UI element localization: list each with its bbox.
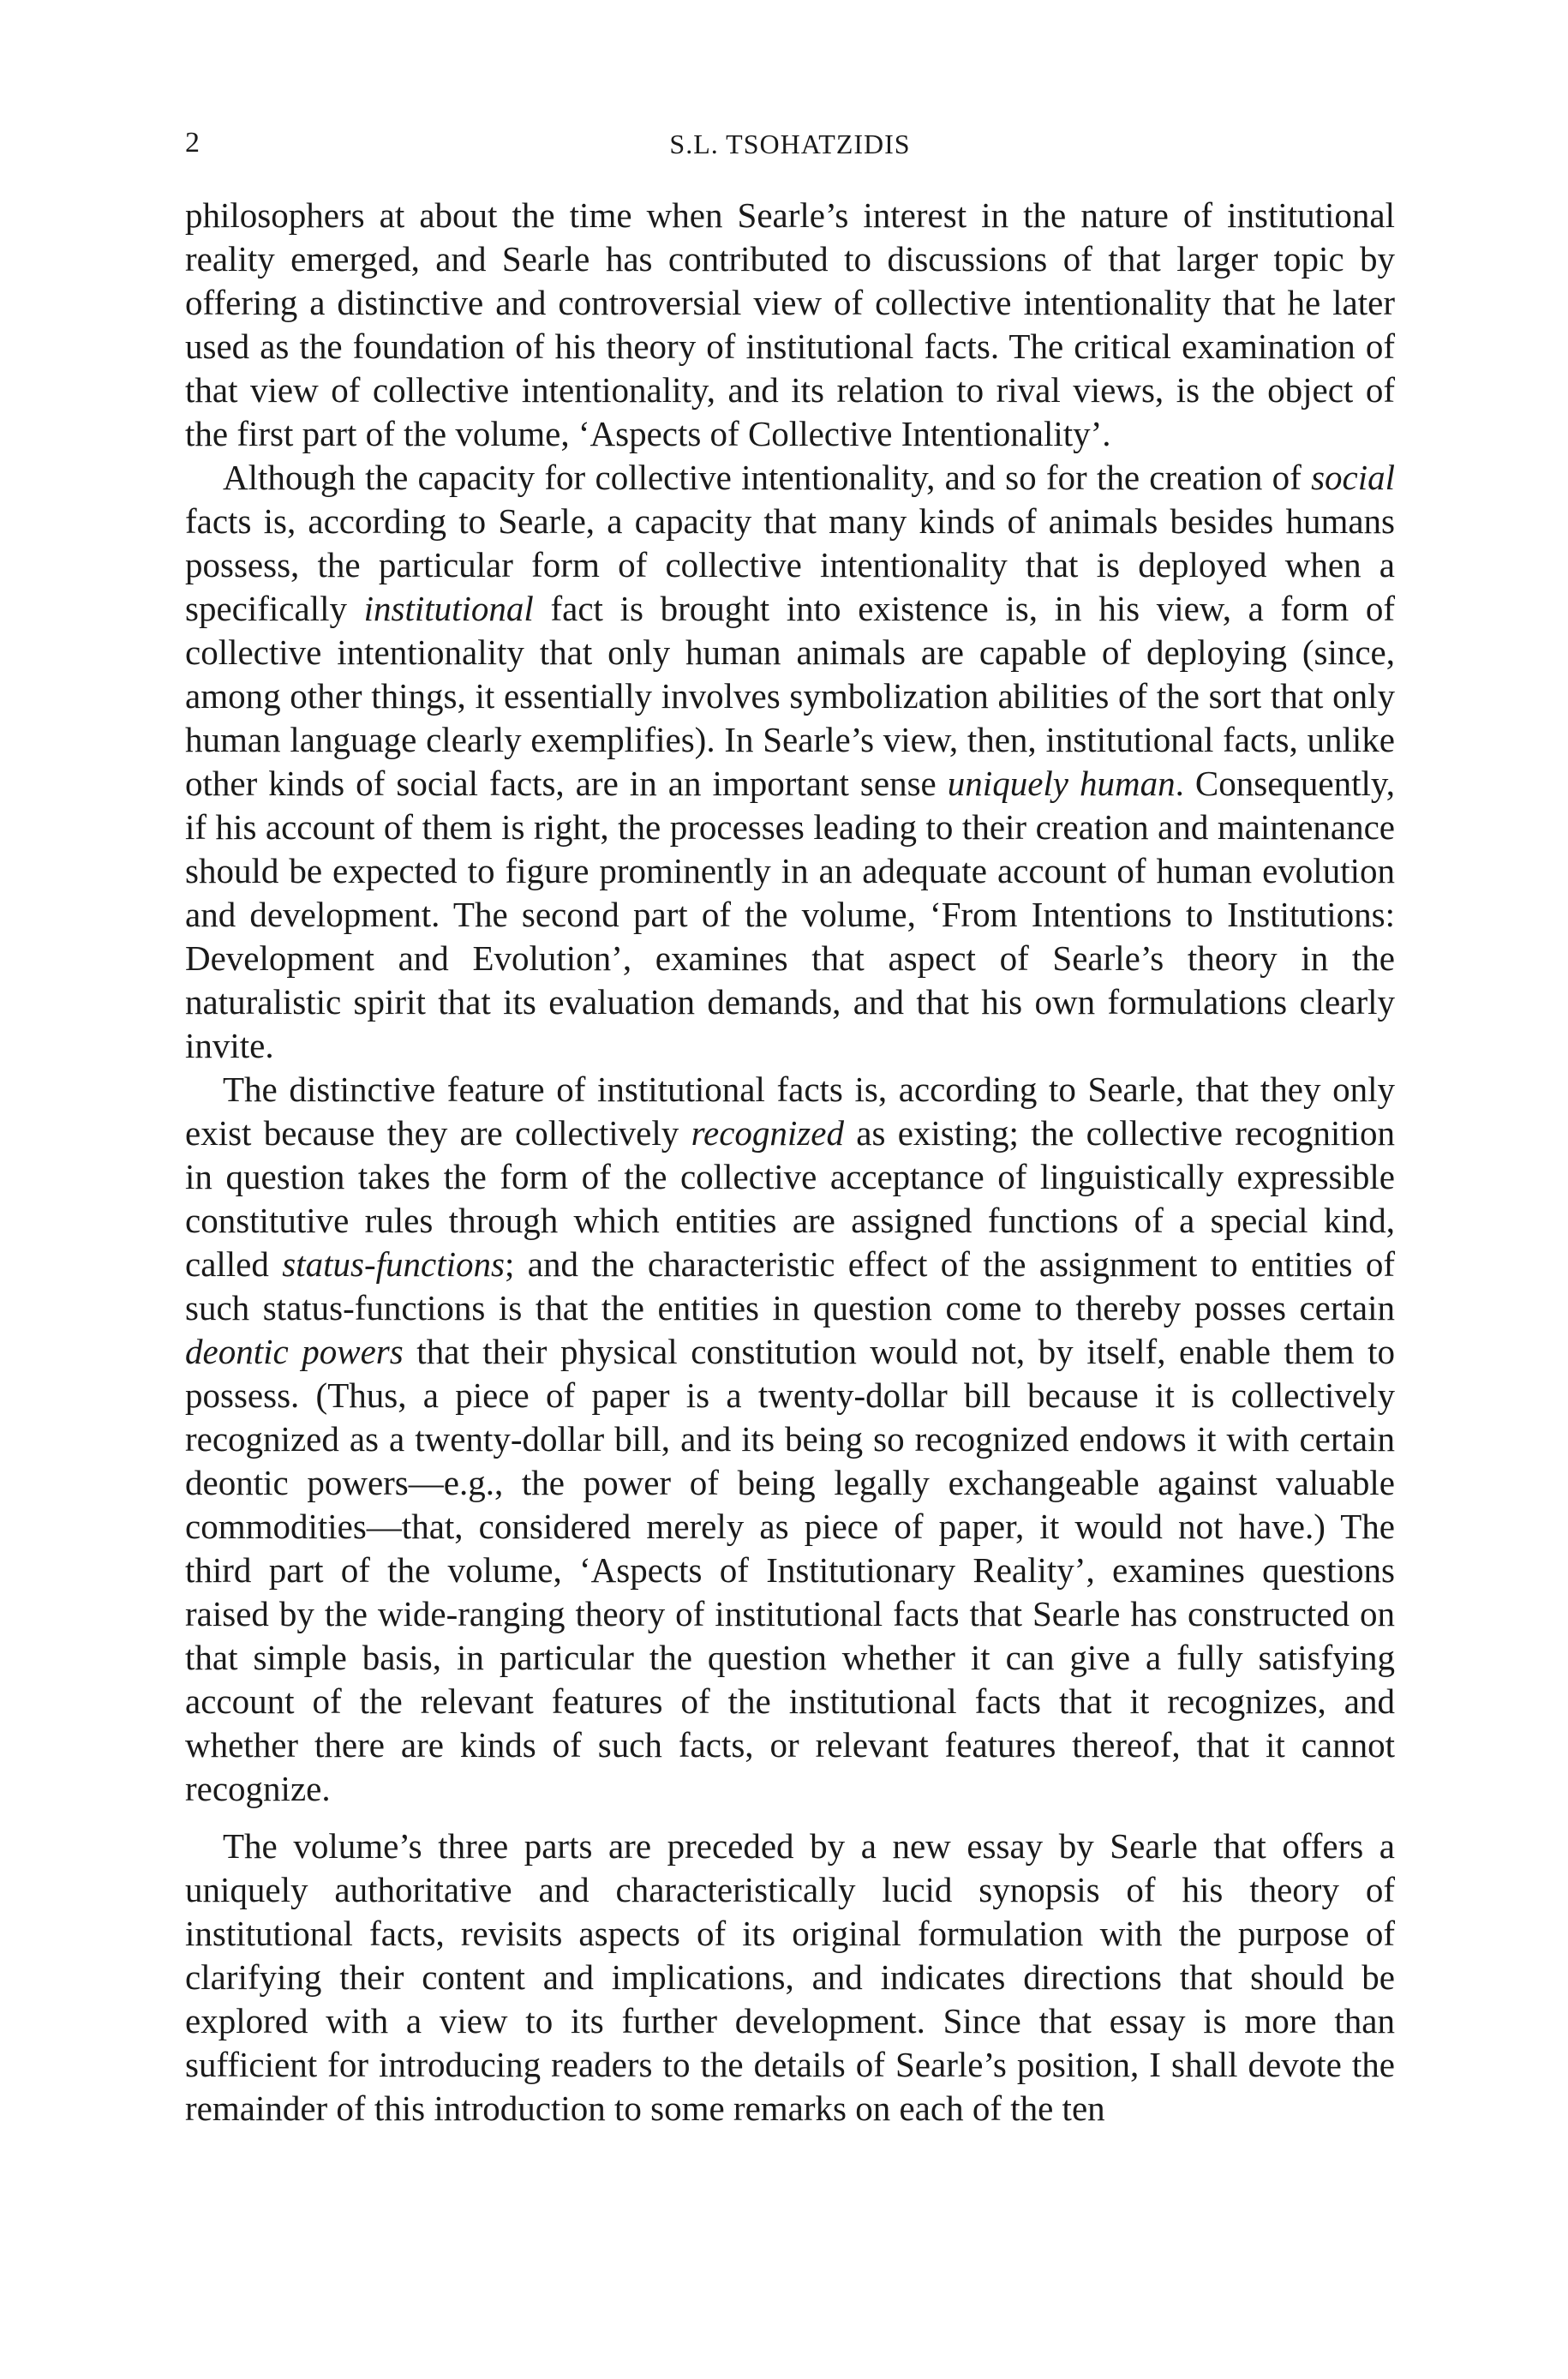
body-text	[185, 194, 1395, 2130]
paragraph	[185, 1068, 1395, 1811]
italic-run: social	[1311, 458, 1395, 497]
text-run: fact is brought into existence is, in his view, a form of collective intentionality that only human animals are capable of deploying (since, among other things, it essentially involves symbolization abilities of the sort that only human language clearly exemplifies). In Searle’s view, then, institutional facts, unlike other kinds of social facts, are in an important sense	[185, 589, 1395, 803]
text-run: philosophers at about the time when Searle’s interest in the nature of institutional reality emerged, and Searle has contributed to discussions of that larger topic by offering a distinctive and controversial view of collective intentionality that he later used as the foundation of his theory of institutional facts. The critical examination of that view of collective intentionality, and its relation to rival views, is the object of the first part of the volume, ‘Aspects of Collective Intentionality’.	[185, 195, 1395, 453]
paragraph	[185, 194, 1395, 456]
italic-run: uniquely human	[947, 764, 1176, 803]
text-run: The volume’s three parts are preceded by a new essay by Searle that offers a uniquely authoritative and characteristically lucid synopsis of his theory of institutional facts, revisits aspects of its original formulation with the purpose of clarifying their content and implications, and indicates directions that should be explored with a view to its further development. Since that essay is more than sufficient for introducing readers to the details of Searle’s position, I shall devote the remainder of this introduction to some remarks on each of the ten	[185, 1826, 1395, 2128]
text-run: as existing; the collective recognition in question takes the form of the collective acceptance of linguistically expressible constitutive rules through which entities are assigned functions of a special kind, called	[185, 1113, 1395, 1284]
text-run: ; and the characteristic effect of the assignment to entities of such status-functions is that the entities in question come to thereby posses certain	[185, 1244, 1395, 1327]
page-number: 2	[185, 127, 200, 159]
text-run: that their physical constitution would not, by itself, enable them to possess. (Thus, a piece of paper is a twenty-dollar bill because it is collectively recognized as a twenty-dollar bill, and its being so recognized endows it with certain deontic powers—e.g., the power of being legally exchangeable against valuable commodities—that, considered merely as piece of paper, it would not have.) The third part of the volume, ‘Aspects of Institutionary Reality’, examines questions raised by the wide-ranging theory of institutional facts that Searle has constructed on that simple basis, in particular the question whether it can give a fully satisfying account of the relevant features of the institutional facts that it recognizes, and whether there are kinds of such facts, or relevant features thereof, that it cannot recognize.	[185, 1332, 1395, 1808]
text-run: Although the capacity for collective intentionality, and so for the creation of	[223, 458, 1312, 497]
italic-run: deontic powers	[185, 1332, 404, 1371]
text-run: The distinctive feature of institutional facts is, according to Searle, that they only exist because they are collectively	[185, 1070, 1395, 1153]
italic-run: status-functions	[282, 1244, 505, 1284]
page-header	[185, 120, 1395, 171]
text-run: facts is, according to Searle, a capacity that many kinds of animals besides humans possess, the particular form of collective intentionality that is deployed when a specifically	[185, 501, 1395, 628]
document-page	[185, 120, 1395, 2130]
paragraph	[185, 1825, 1395, 2130]
italic-run: institutional	[363, 589, 534, 628]
italic-run: recognized	[691, 1113, 844, 1153]
text-run: . Consequently, if his account of them is right, the processes leading to their creation and maintenance should be expected to figure prominently in an adequate account of human evolution and development. The second part of the volume, ‘From Intentions to Institutions: Development and Evolution’, examines that aspect of Searle’s theory in the naturalistic spirit that its evaluation demands, and that his own formulations clearly invite.	[185, 764, 1395, 1065]
paragraph	[185, 456, 1395, 1068]
running-head: S.L. TSOHATZIDIS	[669, 129, 911, 159]
